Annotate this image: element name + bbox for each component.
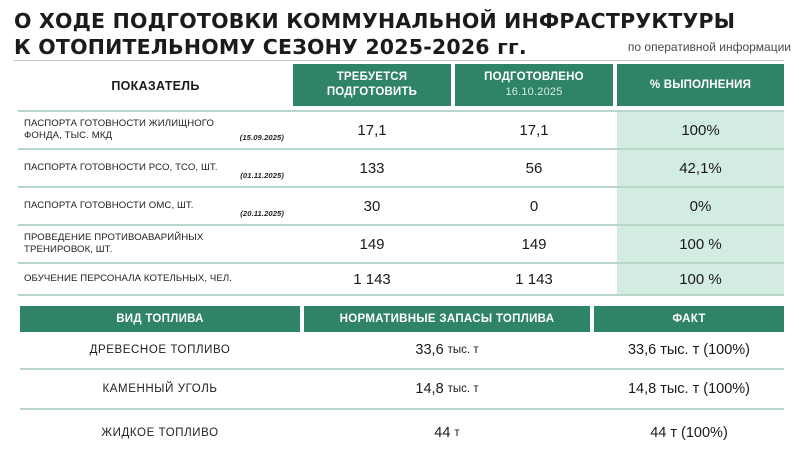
row-percent: 42,1%: [617, 150, 784, 186]
row-deadline: (01.11.2025): [240, 171, 284, 180]
header-required-label: ТРЕБУЕТСЯ ПОДГОТОВИТЬ: [326, 71, 418, 98]
row-required: 149: [359, 235, 385, 253]
row-prepared: 0: [529, 197, 539, 215]
fuel-table: [20, 306, 784, 456]
row-percent: 0%: [617, 188, 784, 224]
row-prepared: 1 143: [515, 270, 553, 288]
row-deadline: (20.11.2025): [240, 209, 284, 218]
readiness-table: [18, 64, 784, 296]
fuel-norm-unit: тыс. т: [447, 344, 479, 356]
table-row: [18, 110, 784, 150]
row-percent: 100%: [617, 112, 784, 148]
row-label: [24, 190, 286, 222]
fuel-norm: [304, 410, 590, 456]
fuel-norm-unit: тыс. т: [447, 383, 479, 395]
fuel-name: КАМЕННЫЙ УГОЛЬ: [102, 383, 218, 395]
source-note: по оперативной информации: [627, 40, 791, 54]
header-prepared: [455, 64, 613, 106]
row-label: [24, 152, 286, 184]
table-row: [18, 226, 784, 264]
row-label-text: ПАСПОРТА ГОТОВНОСТИ ОМС, ШТ.: [24, 200, 194, 211]
row-label-text: ПАСПОРТА ГОТОВНОСТИ РСО, ТСО, ШТ.: [24, 162, 218, 173]
row-label-text: ПАСПОРТА ГОТОВНОСТИ ЖИЛИЩНОГО ФОНДА, ТЫС. МКД: [24, 118, 215, 141]
fuel-fact: 33,6 тыс. т (100%): [627, 342, 751, 358]
table-row: [18, 150, 784, 188]
readiness-table-header: [18, 64, 784, 108]
table-row: [20, 332, 784, 370]
table-row: [18, 264, 784, 296]
header-norm-stock: НОРМАТИВНЫЕ ЗАПАСЫ ТОПЛИВА: [304, 306, 590, 332]
fuel-name: ДРЕВЕСНОЕ ТОПЛИВО: [89, 344, 231, 356]
row-prepared: 17,1: [519, 121, 549, 139]
row-percent: 100 %: [617, 226, 784, 262]
header-prepared-label: ПОДГОТОВЛЕНО: [484, 71, 584, 83]
fuel-norm: [304, 332, 590, 368]
table-row: [20, 410, 784, 456]
header-indicator: ПОКАЗАТЕЛЬ: [111, 79, 200, 93]
row-label-text: ПРОВЕДЕНИЕ ПРОТИВОАВАРИЙНЫХ ТРЕНИРОВОК, ШТ.: [24, 232, 204, 255]
fuel-norm-value: 14,8: [415, 381, 444, 397]
row-label: [24, 266, 286, 292]
row-prepared: 56: [525, 159, 543, 177]
fuel-norm-unit: т: [454, 427, 460, 439]
row-prepared: 149: [521, 235, 547, 253]
row-label: [24, 114, 286, 146]
row-required: 1 143: [353, 270, 391, 288]
fuel-norm-value: 33,6: [415, 342, 444, 358]
fuel-fact: 44 т (100%): [650, 425, 728, 441]
fuel-fact: 14,8 тыс. т (100%): [627, 381, 751, 397]
fuel-norm: [304, 370, 590, 408]
header-fuel-type: ВИД ТОПЛИВА: [20, 306, 300, 332]
page-title-line-1: О ХОДЕ ПОДГОТОВКИ КОММУНАЛЬНОЙ ИНФРАСТРУКТУРЫ: [14, 9, 736, 33]
fuel-table-header: [20, 306, 784, 332]
row-percent: 100 %: [617, 264, 784, 294]
row-required: 17,1: [357, 121, 387, 139]
row-label-text: ОБУЧЕНИЕ ПЕРСОНАЛА КОТЕЛЬНЫХ, ЧЕЛ.: [24, 273, 233, 284]
page-title-line-2: К ОТОПИТЕЛЬНОМУ СЕЗОНУ 2025-2026 гг.: [14, 35, 527, 59]
row-required: 133: [359, 159, 385, 177]
row-label: [24, 228, 286, 260]
row-required: 30: [363, 197, 381, 215]
header-fact: ФАКТ: [594, 306, 784, 332]
fuel-name: ЖИДКОЕ ТОПЛИВО: [101, 427, 219, 439]
row-deadline: (15.09.2025): [239, 133, 284, 142]
header-required: [293, 64, 451, 106]
header-prepared-date: 16.10.2025: [505, 86, 563, 98]
title-divider: [14, 60, 784, 61]
header-percent: % ВЫПОЛНЕНИЯ: [617, 64, 784, 106]
table-row: [20, 370, 784, 410]
readiness-table-body: [18, 110, 784, 296]
table-row: [18, 188, 784, 226]
fuel-norm-value: 44: [434, 425, 451, 441]
